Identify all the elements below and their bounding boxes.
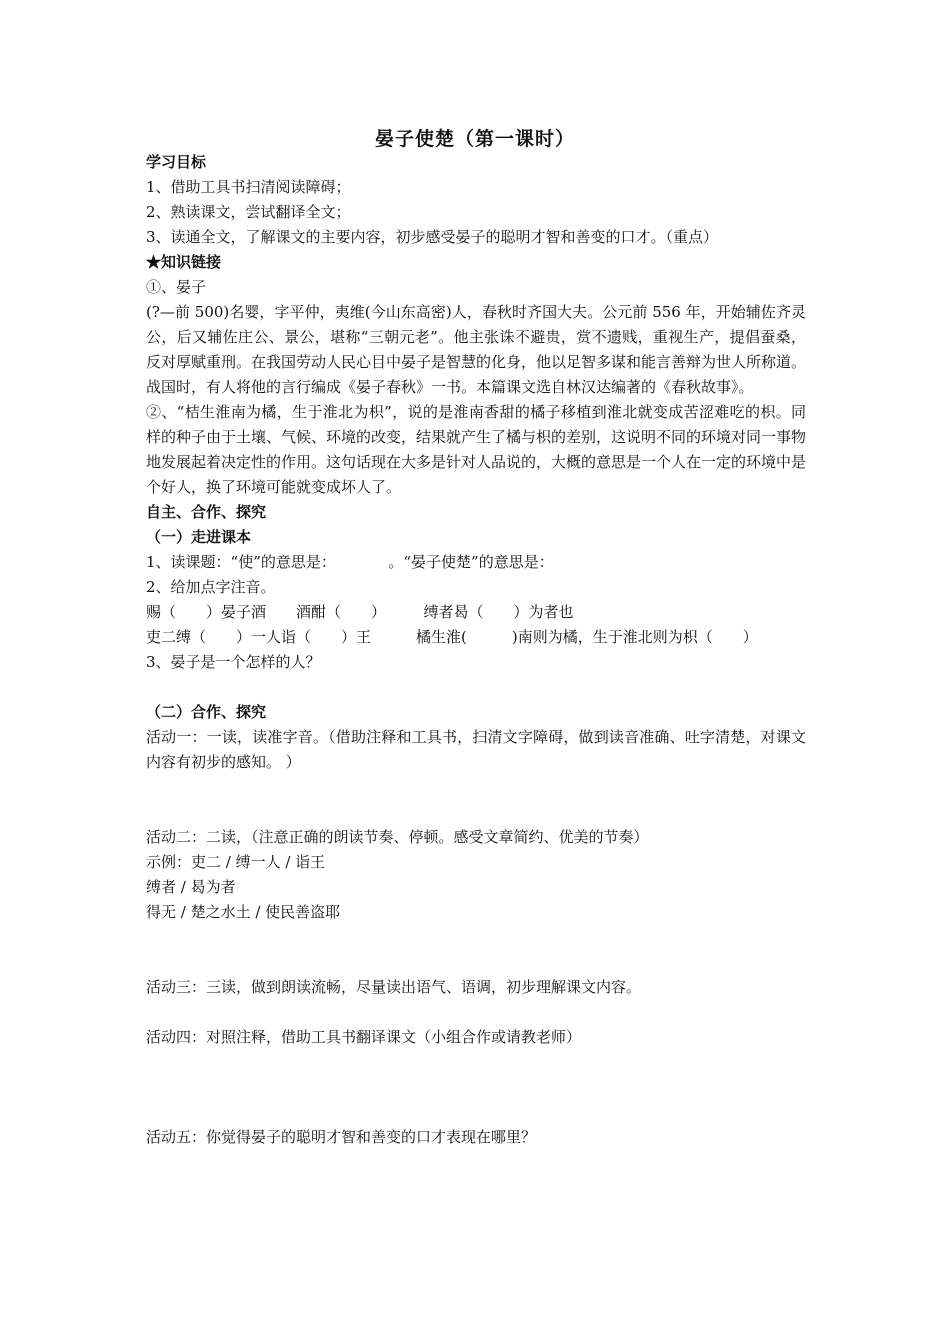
question-3: 3、晏子是一个怎样的人？ bbox=[146, 653, 321, 671]
question-1: 1、读课题：“使”的意思是： 。“晏子使楚”的意思是： bbox=[146, 553, 554, 571]
knowledge-item2-text: ②、“桔生淮南为橘，生于淮北为枳”，说的是淮南香甜的橘子移植到淮北就变成苦涩难吃的枳。同样的种子由于土壤、气候、环境的改变，结果就产生了橘与枳的差别，这说明不同的环境对同一事物地发展起着决定性的作用。这句话现在大多是针对人品说的，大概的意思是一个人在一定的环境中是个好人，换了环境可能就变成坏人了。 bbox=[146, 403, 807, 496]
explore-heading: 自主、合作、探究 bbox=[146, 503, 267, 521]
activity-1: 活动一：一读，读准字音。（借助注释和工具书，扫清文字障碍，做到读音准确、吐字清楚，对课文内容有初步的感知。 ） bbox=[146, 728, 806, 771]
knowledge-item1-text: (?—前 500)名婴，字平仲，夷维(今山东高密)人，春秋时齐国大夫。公元前 556 年，开始辅佐齐灵公，后又辅佐庄公、景公，堪称“三朝元老”。他主张诛不避贵，赏不遗贱，重视生产，提倡蚕桑，反对厚赋重刑。在我国劳动人民心目中晏子是智慧的化身，他以足智多谋和能言善辩为世人所称道。战国时，有人将他的言行编成《晏子春秋》一书。本篇课文选自林汉达编著的《春秋故事》。 bbox=[146, 303, 807, 396]
example-line: 缚者 / 曷为者 bbox=[146, 878, 236, 896]
activity-2: 活动二：二读，（注意正确的朗读节奏、停顿。感受文章简约、优美的节奏） bbox=[146, 828, 649, 846]
document-body bbox=[146, 150, 806, 1150]
example-line: 得无 / 楚之水土 / 使民善盗耶 bbox=[146, 903, 341, 921]
pinyin-row-2: 吏二缚（ ）一人诣（ ）王 橘生淮( )南则为橘，生于淮北则为枳（ ） bbox=[146, 628, 758, 646]
part1-heading: （一）走进课本 bbox=[146, 528, 252, 546]
objective-item: 1、借助工具书扫清阅读障碍； bbox=[146, 178, 351, 196]
question-2: 2、给加点字注音。 bbox=[146, 578, 276, 596]
page-title: 晏子使楚（第一课时） bbox=[374, 128, 575, 150]
example-line: 示例：吏二 / 缚一人 / 诣王 bbox=[146, 853, 326, 871]
part2-heading: （二）合作、探究 bbox=[146, 703, 267, 721]
activity-3: 活动三：三读，做到朗读流畅，尽量读出语气、语调，初步理解课文内容。 bbox=[146, 978, 642, 996]
knowledge-item1-label: ①、晏子 bbox=[146, 278, 207, 296]
knowledge-heading: ★知识链接 bbox=[146, 253, 222, 271]
pinyin-row-1: 赐（ ）晏子酒 酒酣（ ） 缚者曷（ ）为者也 bbox=[146, 603, 574, 621]
activity-4: 活动四：对照注释，借助工具书翻译课文（小组合作或请教老师） bbox=[146, 1028, 582, 1046]
activity-5: 活动五：你觉得晏子的聪明才智和善变的口才表现在哪里？ bbox=[146, 1128, 537, 1146]
objective-item: 3、读通全文，了解课文的主要内容，初步感受晏子的聪明才智和善变的口才。（重点） bbox=[146, 228, 719, 246]
objective-item: 2、熟读课文，尝试翻译全文； bbox=[146, 203, 351, 221]
objectives-heading: 学习目标 bbox=[146, 153, 207, 171]
